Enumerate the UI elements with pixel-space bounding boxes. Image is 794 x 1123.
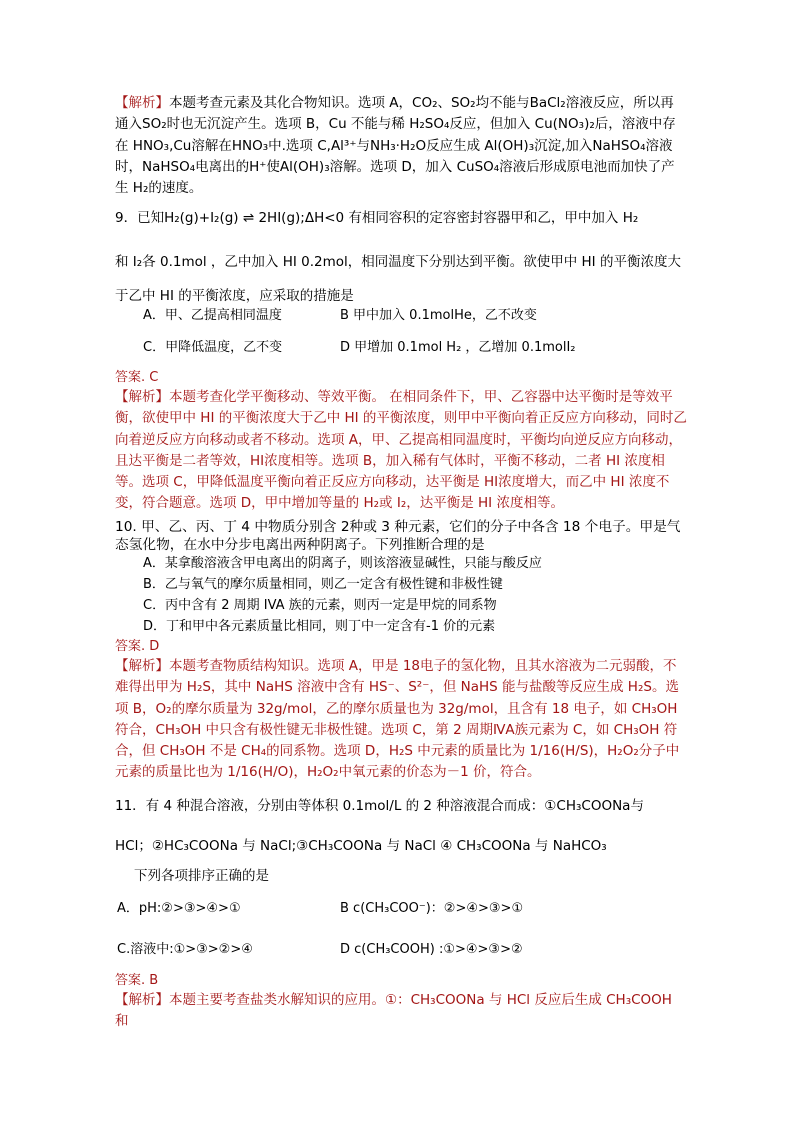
q10-answer: 答案. D [115,639,160,654]
q11-option-a: A．pH:②>③>④>① [117,901,241,916]
q10-stem-line2: 态氢化物，在水中分步电离出两种阴离子。下列推断合理的是 [115,537,485,553]
q9-stem-line1: 9．已知H₂(g)+I₂(g) ⇌ 2HI(g);ΔH<0 有相同容积的定容密封容器甲和乙，甲中加入 H₂ [115,210,639,226]
q9-option-b: B 甲中加入 0.1molHe，乙不改变 [340,308,537,323]
q11-stem-line3: 下列各项排序正确的是 [134,868,269,884]
q9-option-d: D 甲增加 0.1mol H₂ ，乙增加 0.1molI₂ [340,340,576,355]
q11-option-b: B c(CH₃COO⁻)：②>④>③>① [340,901,524,916]
q11-option-d: D c(CH₃COOH) :①>④>③>② [340,942,523,957]
q11-explanation [115,990,687,1033]
q10-explanation-text: 本题考查物质结构知识。选项 A，甲是 18电子的氢化物，且其水溶液为二元弱酸，不难得出甲为 H₂S，其中 NaHS 溶液中含有 HS⁻、S²⁻，但 NaHS 能与盐酸等反应生成 H₂S。选项 B，O₂的摩尔质量为 32g/mol，乙的摩尔质量也为 32g/mol，且含有 18 电子，如 CH₃OH 符合，CH₃OH 中只含有极性键无非极性键。选项 C，第 2 周期ⅣA族元素为 C，如 CH₃OH 符合，但 CH₃OH 不是 CH₄的同系物。选项 D，H₂S 中元素的质量比为 1/16(H/S)，H₂O₂分子中元素的质量比也为 1/16(H/O)，H₂O₂中氧元素的价态为－1 价，符合。 [115,658,680,781]
explanation-q8 [115,93,687,199]
q9-stem-line3: 于乙中 HI 的平衡浓度，应采取的措施是 [115,288,354,304]
q10-stem-line1: 10. 甲、乙、丙、丁 4 中物质分别含 2种或 3 种元素，它们的分子中各含 18 个电子。甲是气 [115,519,681,535]
q11-stem-line2: HCl；②HC₃COONa 与 NaCl;③CH₃COONa 与 NaCl ④ CH₃COONa 与 NaHCO₃ [115,838,607,854]
q11-stem-line1: 11．有 4 种混合溶液，分别由等体积 0.1mol/L 的 2 种溶液混合而成：①CH₃COONa与 [115,798,644,814]
q9-explanation [115,387,687,515]
q10-option-d: D．丁和甲中各元素质量比相同，则丁中一定含有-1 价的元素 [143,619,496,634]
q9-option-a: A．甲、乙提高相同温度 [143,308,282,323]
q11-option-c: C.溶液中:①>③>②>④ [117,942,253,957]
q10-explanation-label: 【解析】 [115,658,169,674]
q11-explanation-label: 【解析】 [115,992,169,1008]
explanation-text: 本题考查元素及其化合物知识。选项 A，CO₂、SO₂均不能与BaCl₂溶液反应，所以再通入SO₂时也无沉淀产生。选项 B，Cu 不能与稀 H₂SO₄反应，但加入 Cu(NO₃)₂后，溶液中存在 HNO₃,Cu溶解在HNO₃中.选项 C,Al³⁺与NH₃·H₂O反应生成 Al(OH)₃沉淀,加入NaHSO₄溶液时，NaHSO₄电离出的H⁺使Al(OH)₃溶解。选项 D，加入 CuSO₄溶液后形成原电池而加快了产生 H₂的速度。 [115,95,676,197]
q9-answer: 答案. C [115,370,159,385]
q10-option-a: A．某拿酸溶液含甲电离出的阴离子，则该溶液显碱性，只能与酸反应 [143,556,542,571]
q10-option-c: C．丙中含有 2 周期 IVA 族的元素，则丙一定是甲烷的同系物 [143,598,497,613]
q9-stem-line2: 和 I₂各 0.1mol ，乙中加入 HI 0.2mol，相同温度下分别达到平衡。欲使甲中 HI 的平衡浓度大 [115,254,681,270]
q10-option-b: B．乙与氧气的摩尔质量相同，则乙一定含有极性键和非极性键 [143,577,503,592]
explanation-label: 【解析】 [115,95,169,111]
q11-answer: 答案. B [115,973,159,988]
q9-explanation-label: 【解析】 [115,389,169,405]
q11-explanation-text: 本题主要考查盐类水解知识的应用。①：CH₃COONa 与 HCl 反应后生成 CH₃COOH 和 [115,992,672,1030]
q9-option-c: C．甲降低温度，乙不变 [143,340,283,355]
q10-explanation [115,656,687,784]
q9-explanation-text: 本题考查化学平衡移动、等效平衡。 在相同条件下，甲、乙容器中达平衡时是等效平衡，欲使甲中 HI 的平衡浓度大于乙中 HI 的平衡浓度，则甲中平衡向着正反应方向移动，同时乙向着逆反应方向移动或者不移动。选项 A，甲、乙提高相同温度时，平衡均向逆反应方向移动，且达平衡是二者等效，HI浓度相等。选项 B，加入稀有气体时，平衡不移动，二者 HI 浓度相等。选项 C，甲降低温度平衡向着正反应方向移动，达平衡是 HI浓度增大，而乙中 HI 浓度不变，符合题意。选项 D，甲中增加等量的 H₂或 I₂，达平衡是 HI 浓度相等。 [115,389,687,512]
